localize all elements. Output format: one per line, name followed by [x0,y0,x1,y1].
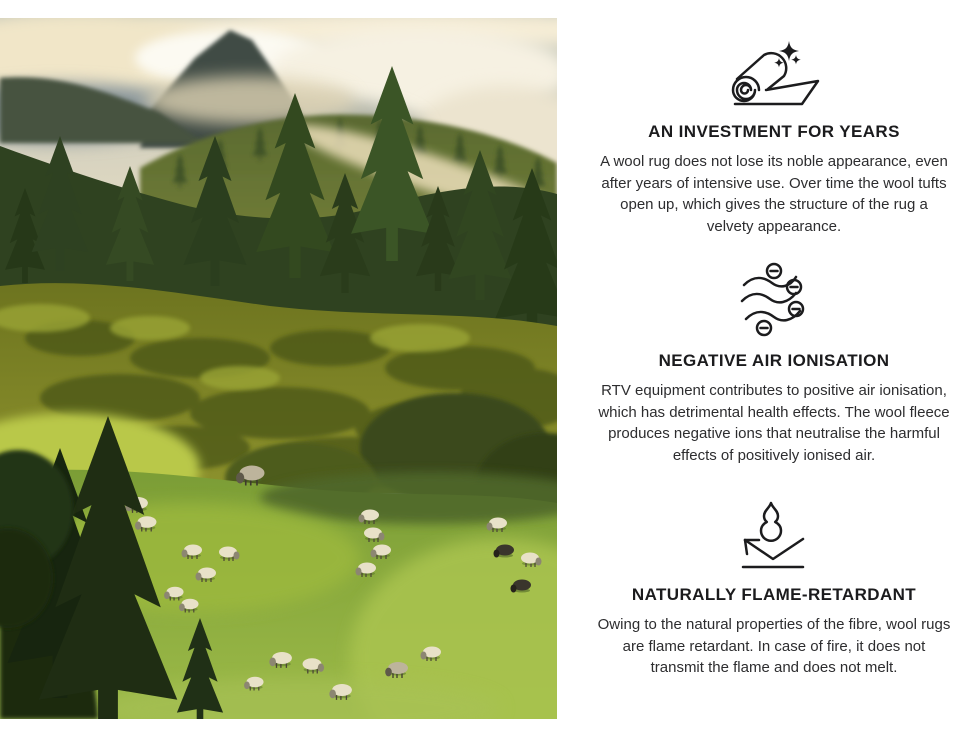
feature-ionisation [585,265,963,466]
feature-body: A wool rug does not lose its noble appearance, even after years of intensive use. Over time the wool tufts open up, which gives the structure of the rug a velvety appearance. [600,153,948,235]
feature-body: RTV equipment contributes to positive air ionisation, which has detrimental health effects. The wool fleece produces negative ions that neutralise the harmful effects of positively ionised air. [598,382,950,464]
feature-column [585,0,963,679]
rolled-rug-sparkle-icon [726,36,822,108]
feature-title: NEGATIVE AIR IONISATION [658,351,890,370]
feature-investment [585,36,963,237]
meadow-sheep-photo [0,18,557,719]
feature-title: AN INVESTMENT FOR YEARS [648,122,900,141]
feature-title: NATURALLY FLAME-RETARDANT [631,585,917,604]
air-ionisation-icon [738,265,810,337]
feature-flame [585,499,963,679]
flame-retardant-icon [740,499,808,571]
feature-body: Owing to the natural properties of the fibre, wool rugs are flame retardant. In case of fire, it does not transmit the flame and does not melt. [597,616,951,676]
